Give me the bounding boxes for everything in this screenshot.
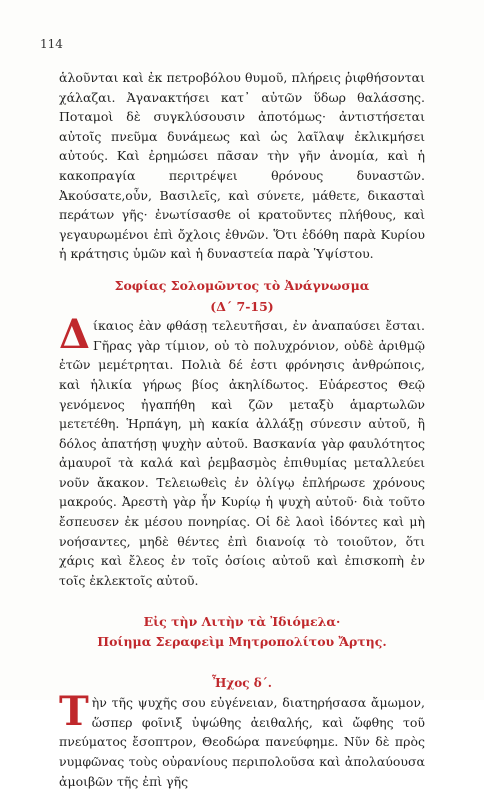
litany-author: Ποίημα Σεραφεὶμ Μητροπολίτου Ἄρτης.: [97, 634, 387, 650]
reading-text: ίκαιος ἐὰν φθάσῃ τελευτῆσαι, ἐν ἀναπαύσει ἔσται. Γῆρας γὰρ τίμιον, οὐ τὸ πολυχρόνιον, οὐδὲ ἀριθμῷ ἐτῶν μεμέτρηται. Πολιὰ δέ ἐστι φρόνησις ἀνθρώποις, καὶ ἡλικία γήρως βίος ἀκηλίδωτος. Εὐάρεστος Θεῷ γενόμενος ἠγαπήθη καὶ ζῶν μεταξὺ ἁμαρτωλῶν μετετέθη. Ἡρπάγη, μὴ κακία ἀλλάξῃ σύνεσιν αὐτοῦ, ἢ δόλος ἀπατήσῃ ψυχὴν αὐτοῦ. Βασκανία γὰρ φαυλότητος ἀμαυροῖ τὰ καλά καὶ ῥεμβασμὸς ἐπιθυμίας μεταλλεύει νοῦν ἄκακον. Τελειωθεὶς ἐν ὀλίγῳ ἐπλήρωσε χρόνους μακρούς. Ἀρεστὴ γὰρ ἦν Κυρίῳ ἡ ψυχὴ αὐτοῦ· διὰ τοῦτο ἔσπευσεν ἐκ μέσου πονηρίας. Οἱ δὲ λαοὶ ἰδόντες καὶ μὴ νοήσαντες, μηδὲ θέντες ἐπὶ διανοίᾳ τὸ τοιοῦτον, ὅτι χάρις καὶ ἔλεος ἐν τοῖς ὁσίοις αὐτοῦ καὶ ἐπισκοπὴ ἐν τοῖς ἐκλεκτοῖς αὐτοῦ.: [59, 318, 425, 588]
reading-title: Σοφίας Σολομῶντος τὸ Ἀνάγνωσμα: [114, 277, 370, 293]
hymn-text: ὴν τῆς ψυχῆς σου εὐγένειαν, διατηρήσασα ἄμωμον, ὥσπερ φοῖνιξ ὑψώθης ἀειθαλής, καὶ ὤφθης τοῦ πνεύματος ἔσοπτρον, Θεοδώρα πανεύφημε. Νῦν δὲ πρὸς νυμφῶνας τοὺς οὐρανίους περιπολοῦσα καὶ ἀπολαύουσα ἀμοιβῶν τῆς ἐπὶ γῆς: [59, 695, 425, 789]
page-number: 114: [40, 37, 63, 51]
reading-paragraph: [59, 311, 425, 590]
litany-title: Εἰς τὴν Λιτὴν τὰ Ἰδιόμελα·: [143, 614, 341, 630]
page-body: [59, 68, 425, 791]
scripture-paragraph-1: ἁλοῦνται καὶ ἐκ πετροβόλου θυμοῦ, πλήρεις ῥιφθήσονται χάλαζαι. Ἀγανακτήσει κατ᾽ αὐτῶν ὕδωρ θαλάσσης. Ποταμοὶ δὲ συγκλύσουσιν ἀποτόμως· ἀντιστήσεται αὐτοῖς πνεῦμα δυνάμεως καὶ ὡς λαῖλαψ ἐκλικμήσει αὐτούς. Καὶ ἐρημώσει πᾶσαν τὴν γῆν ἀνομία, καὶ ἡ κακοπραγία περιτρέψει θρόνους δυναστῶν. Ἀκούσατε,οὖν, Βασιλεῖς, καὶ σύνετε, μάθετε, δικασταὶ περάτων γῆς· ἐνωτίσασθε οἱ κρατοῦντες πλήθους, καὶ γεγαυρωμένοι ἐπὶ ὄχλοις ἐθνῶν. Ὅτι ἐδόθη παρὰ Κυρίου ἡ κράτησις ὑμῶν καὶ ἡ δυναστεία παρὰ Ὑψίστου.: [59, 70, 425, 262]
drop-cap-initial-2: Τ: [59, 688, 89, 736]
drop-cap-initial: Δ: [59, 311, 91, 359]
hymn-paragraph: [59, 688, 425, 791]
reading-reference: (Δ΄ 7-15): [210, 298, 274, 314]
tone-heading: Ἦχος δ΄.: [212, 675, 272, 690]
